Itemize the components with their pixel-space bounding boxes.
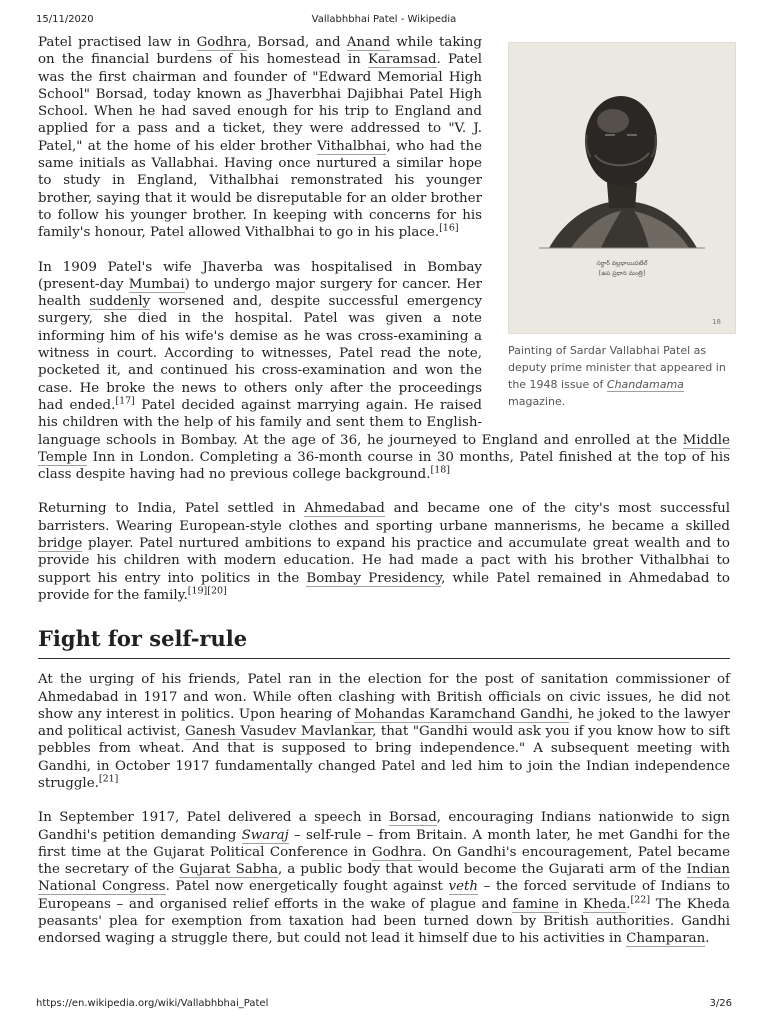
link-middle-temple[interactable]: Middle Temple xyxy=(38,432,730,465)
paragraph-3: Returning to India, Patel settled in Ahmedabad and became one of the city's most successful barristers. Wearing European-style clothes and sporting urbane mannerisms, he became a skilled bridge player. Patel nurtured ambitions to expand his practice and accumulate great wealth and to provide his children with modern education. He had made a pact with his brother Vithalbhai to support his entry into politics in the Bombay Presidency, while Patel remained in Ahmedabad to provide for the family.[19][20] xyxy=(38,501,730,603)
print-url: https://en.wikipedia.org/wiki/Vallabhbhai_Patel xyxy=(36,998,269,1009)
link-kheda[interactable]: Kheda xyxy=(583,896,627,912)
print-header xyxy=(36,14,732,30)
link-famine[interactable]: famine xyxy=(512,896,559,912)
link-mumbai[interactable]: Mumbai xyxy=(128,276,185,292)
inscription-line-2: [ఉప ప్రధాన మంత్రి] xyxy=(598,270,646,277)
paragraph-2: In 1909 Patel's wife Jhaverba was hospitalised in Bombay (present-day Mumbai) to undergo major surgery for cancer. Her health suddenly worsened and, despite successful emergency surgery, she died in the hospital. Patel was given a note informing him of his wife's demise as he was cross-examining a witness in court. According to witnesses, Patel read the note, pocketed it, and continued his cross-examination and won the case. He broke the news to others only after the proceedings had ended.[17] Patel decided against marrying again. He raised his children with the help of his family and sent them to English-language schools in Bombay. At the age of 36, he journeyed to England and enrolled at the Middle Temple Inn in London. Completing a 36-month course in 30 months, Patel finished at the top of his class despite having had no previous college background.[18] xyxy=(38,259,730,483)
ref-20[interactable]: [20] xyxy=(207,585,227,597)
link-inc[interactable]: Indian National Congress xyxy=(38,862,730,895)
ref-16[interactable]: [16] xyxy=(439,222,459,234)
link-suddenly[interactable]: suddenly xyxy=(89,294,151,310)
corner-mark: 18 xyxy=(712,318,721,326)
link-anand[interactable]: Anand xyxy=(346,35,391,50)
link-swaraj[interactable]: Swaraj xyxy=(241,827,289,843)
link-vithalbhai[interactable]: Vithalbhai xyxy=(317,138,387,154)
ref-22[interactable]: [22] xyxy=(630,894,651,906)
link-champaran[interactable]: Champaran xyxy=(626,931,706,947)
link-gandhi[interactable]: Mohandas Karamchand Gandhi xyxy=(354,706,569,722)
link-godhra-2[interactable]: Godhra xyxy=(371,844,423,860)
inscription-line-1: సర్దార్ వల్లభాయిపటేల్ xyxy=(596,260,648,267)
link-ahmedabad[interactable]: Ahmedabad xyxy=(304,501,385,517)
figure-caption: Painting of Sardar Vallabhai Patel as deputy prime minister that appeared in the 1948 issue of Chandamama magazine. xyxy=(508,344,726,408)
ref-17[interactable]: [17] xyxy=(115,395,135,407)
link-gujarat-sabha[interactable]: Gujarat Sabha xyxy=(179,862,278,878)
ref-19[interactable]: [19] xyxy=(187,585,208,597)
page-number: 3/26 xyxy=(709,998,732,1009)
portrait-figure xyxy=(508,42,736,410)
link-bombay-presidency[interactable]: Bombay Presidency xyxy=(306,570,442,586)
ref-18[interactable]: [18] xyxy=(430,464,450,476)
link-godhra[interactable]: Godhra xyxy=(196,35,247,50)
link-borsad[interactable]: Borsad xyxy=(389,810,437,826)
paragraph-1: Patel practised law in Godhra, Borsad, and Anand while taking on the financial burdens of his homestead in Karamsad. Patel was the first chairman and founder of "Edward Memorial High School" Borsad, today known as Jhaverbhai Dajibhai Patel High School. When he had saved enough for his trip to England and applied for a pass and a ticket, they were addressed to "V. J. Patel," at the home of his elder brother Vithalbhai, who had the same initials as Vallabhai. Having once nurtured a similar hope to study in England, Vithalbhai remonstrated his younger brother, saying that it would be disreputable for an older brother to follow his younger brother. In keeping with concerns for his family's honour, Patel allowed Vithalbhai to go in his place.[16] xyxy=(38,35,482,241)
article-content xyxy=(38,34,730,965)
print-date: 15/11/2020 xyxy=(36,14,94,25)
link-mavlankar[interactable]: Ganesh Vasudev Mavlankar xyxy=(185,724,373,740)
section-heading: Fight for self-rule xyxy=(38,626,730,659)
portrait-illustration xyxy=(509,43,735,333)
print-footer xyxy=(36,998,732,1012)
link-karamsad[interactable]: Karamsad xyxy=(368,52,437,68)
paragraph-5: In September 1917, Patel delivered a speech in Borsad, encouraging Indians nationwide to sign Gandhi's petition demanding Swaraj – self-rule – from Britain. A month later, he met Gandhi for the first time at the Gujarat Political Conference in Godhra. On Gandhi's encouragement, Patel became the secretary of the Gujarat Sabha, a public body that would become the Gujarati arm of the Indian National Congress. Patel now energetically fought against veth – the forced servitude of Indians to Europeans – and organised relief efforts in the wake of plague and famine in Kheda.[22] The Kheda peasants' plea for exemption from taxation had been turned down by British authorities. Gandhi endorsed waging a struggle there, but could not lead it himself due to his activities in Champaran. xyxy=(38,810,730,947)
link-veth[interactable]: veth xyxy=(448,879,479,895)
portrait-image xyxy=(508,42,736,334)
link-bridge[interactable]: bridge xyxy=(38,536,83,552)
ref-21[interactable]: [21] xyxy=(98,773,119,785)
print-title: Vallabhbhai Patel - Wikipedia xyxy=(311,14,457,25)
paragraph-4: At the urging of his friends, Patel ran in the election for the post of sanitation commissioner of Ahmedabad in 1917 and won. While often clashing with British officials on civic issues, he did not show any interest in politics. Upon hearing of Mohandas Karamchand Gandhi, he joked to the lawyer and political activist, Ganesh Vasudev Mavlankar, that "Gandhi would ask you if you know how to sift pebbles from wheat. And that is supposed to bring independence." A subsequent meeting with Gandhi, in October 1917 fundamentally changed Patel and led him to join the Indian independence struggle.[21] xyxy=(38,672,731,791)
caption-link-chandamama[interactable]: Chandamama xyxy=(606,378,684,391)
